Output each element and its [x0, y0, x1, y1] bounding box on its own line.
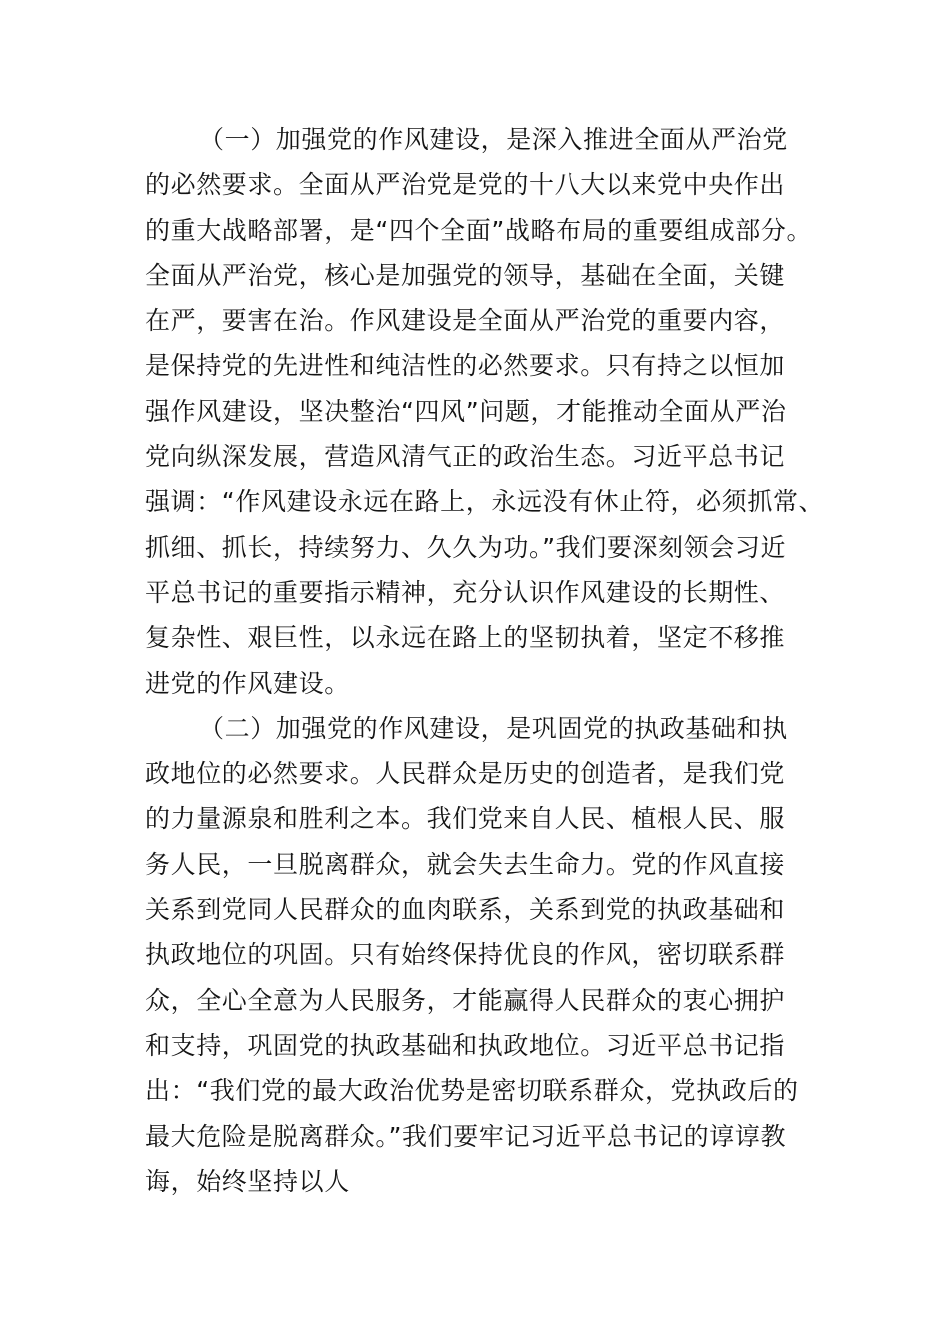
paragraph-line: 进党的作风建设。 [145, 668, 350, 698]
paragraph-line: （一）加强党的作风建设，是深入推进全面从严治党 [199, 125, 788, 154]
paragraph-line: 强作风建设，坚决整治“四风”问题，才能推动全面从严治 [145, 396, 787, 426]
paragraph-line: 执政地位的巩固。只有始终保持优良的作风，密切联系群 [145, 940, 786, 970]
paragraph-line: 是保持党的先进性和纯洁性的必然要求。只有持之以恒加 [145, 351, 786, 381]
paragraph-line: 党向纵深发展，营造风清气正的政治生态。习近平总书记 [145, 442, 786, 472]
paragraph-line: 众，全心全意为人民服务，才能赢得人民群众的衷心拥护 [145, 985, 786, 1015]
paragraph-line: （二）加强党的作风建设，是巩固党的执政基础和执 [199, 713, 788, 743]
paragraph-line: 复杂性、艰巨性，以永远在路上的坚韧执着，坚定不移推 [145, 623, 786, 653]
paragraph-line: 全面从严治党，核心是加强党的领导，基础在全面，关键 [145, 260, 786, 290]
paragraph-line: 和支持，巩固党的执政基础和执政地位。习近平总书记指 [145, 1030, 786, 1060]
paragraph-2 [145, 706, 810, 1204]
paragraph-line: 出：“我们党的最大政治优势是密切联系群众，党执政后的 [145, 1076, 799, 1106]
paragraph-line: 务人民，一旦脱离群众，就会失去生命力。党的作风直接 [145, 849, 786, 879]
paragraph-line: 关系到党同人民群众的血肉联系，关系到党的执政基础和 [145, 895, 786, 925]
paragraph-line: 的必然要求。全面从严治党是党的十八大以来党中央作出 [145, 170, 786, 200]
paragraph-line: 诲，始终坚持以人 [145, 1166, 350, 1196]
paragraph-line: 的力量源泉和胜利之本。我们党来自人民、植根人民、服 [145, 804, 786, 834]
paragraph-line: 最大危险是脱离群众。”我们要牢记习近平总书记的谆谆教 [145, 1121, 787, 1151]
paragraph-line: 的重大战略部署，是“四个全面”战略布局的重要组成部分。 [145, 215, 813, 245]
paragraph-line: 强调：“作风建设永远在路上，永远没有休止符，必须抓常、 [145, 487, 825, 517]
paragraph-line: 政地位的必然要求。人民群众是历史的创造者，是我们党 [145, 759, 786, 789]
paragraph-1 [145, 117, 825, 706]
paragraph-line: 在严，要害在治。作风建设是全面从严治党的重要内容， [145, 306, 786, 336]
paragraph-line: 抓细、抓长，持续努力、久久为功。”我们要深刻领会习近 [145, 532, 787, 562]
document-body [145, 117, 825, 1204]
paragraph-line: 平总书记的重要指示精神，充分认识作风建设的长期性、 [145, 577, 786, 607]
